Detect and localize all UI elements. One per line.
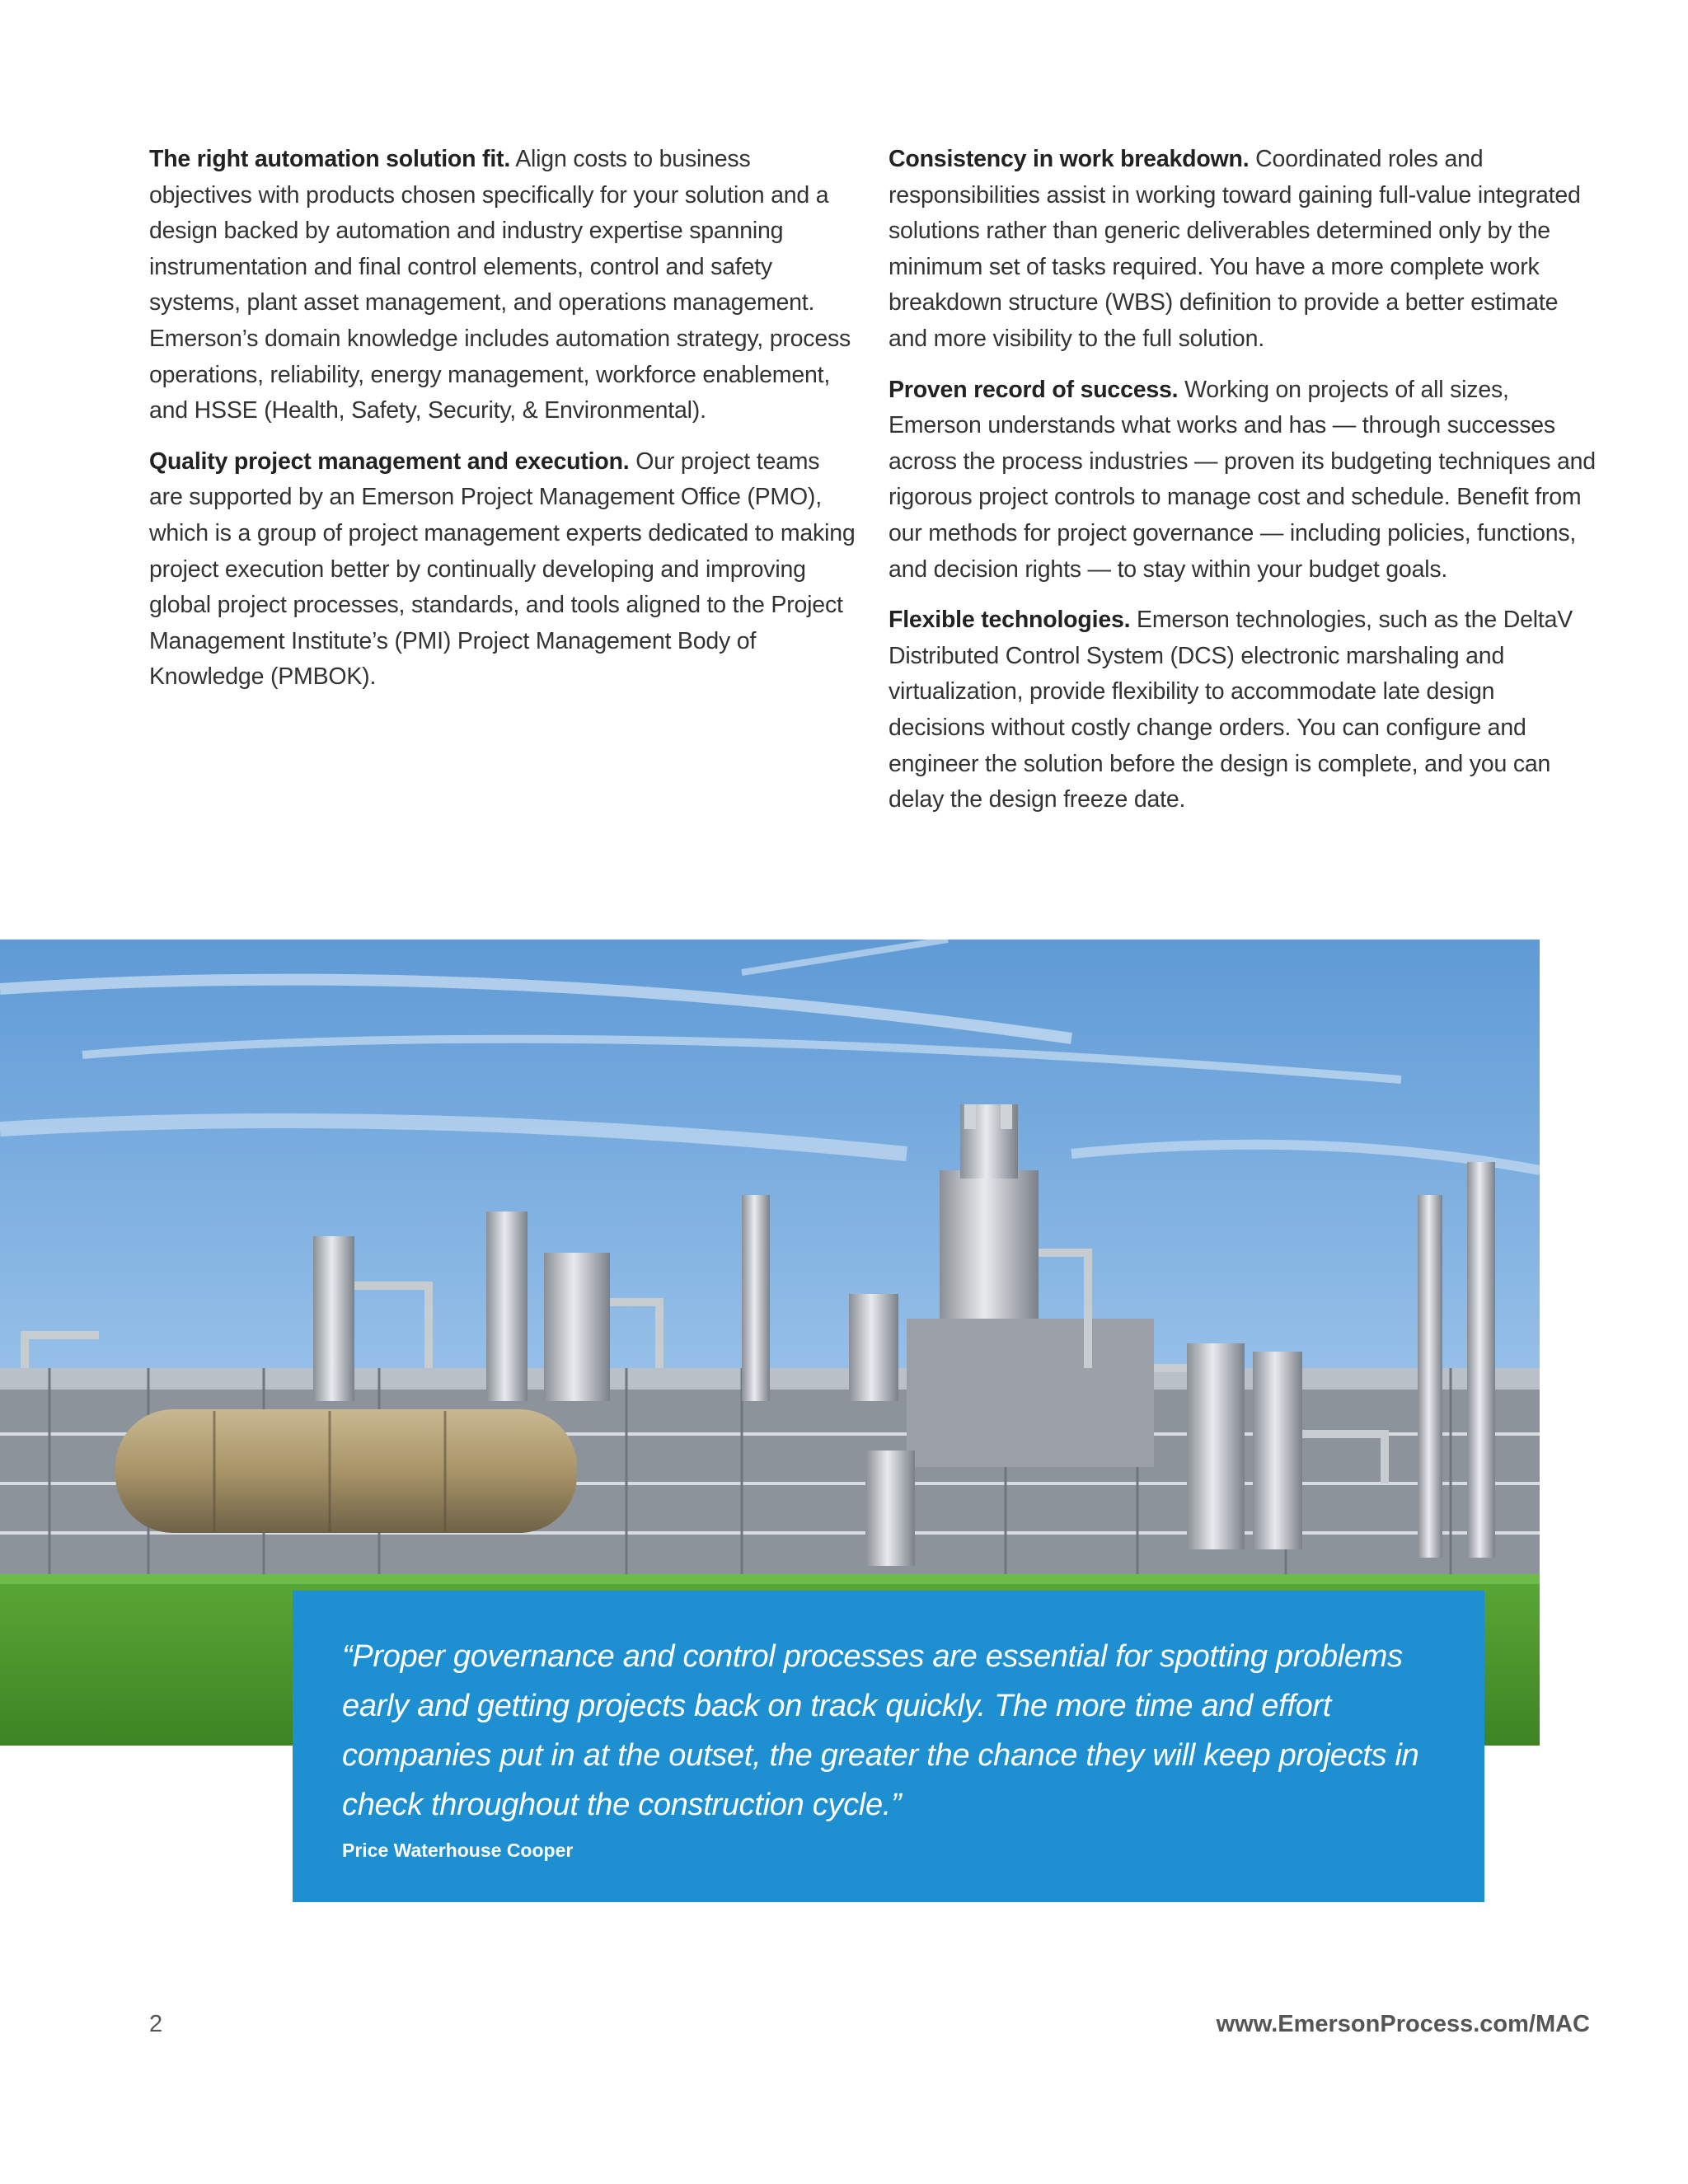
paragraph-heading: Consistency in work breakdown.: [889, 146, 1250, 172]
quote-text: “Proper governance and control processes are essential for spotting problems early and getting projects back on track quickly. The more time and effort companies put in at the outset, the greater the chance they will keep projects in check throughout the construction cycle.”: [342, 1639, 1419, 1822]
paragraph-flexible-technologies: [889, 602, 1597, 818]
paragraph-body: Align costs to business objectives with products chosen specifically for your solution and a design backed by automation and industry expertise spanning instrumentation and final control elements, control and safety systems, plant asset management, and operations management. Emerson’s domain knowledge includes automation strategy, process operations, reliability, energy management, workforce enablement, and HSSE (Health, Safety, Security, & Environmental).: [149, 146, 851, 424]
paragraph-heading: Quality project management and execution.: [149, 448, 630, 475]
paragraph-heading: Flexible technologies.: [889, 607, 1131, 634]
paragraph-body: Working on projects of all sizes, Emerson understands what works and has — through successes across the process industries — proven its budgeting techniques and rigorous project controls to manage cost and schedule. Benefit from our methods for project governance — including policies, functions, and decision rights — to stay within your budget goals.: [889, 376, 1596, 583]
paragraph-heading: The right automation solution fit.: [149, 146, 511, 172]
page-number: 2: [149, 2011, 163, 2037]
paragraph-body: Coordinated roles and responsibilities assist in working toward gaining full-value integrated solutions rather than generic deliverables determined only by the minimum set of tasks required. You have a more complete work breakdown structure (WBS) definition to provide a better estimate and more visibility to the full solution.: [889, 146, 1581, 352]
quote-source: Price Waterhouse Cooper: [342, 1840, 574, 1861]
left-column: [149, 142, 858, 710]
paragraph-body: Emerson technologies, such as the DeltaV Distributed Control System (DCS) electronic marshaling and virtualization, provide flexibility to accommodate late design decisions without costly change orders. You can configure and engineer the solution before the design is complete, and you can delay the design freeze date.: [889, 607, 1573, 813]
paragraph-automation-fit: [149, 142, 858, 429]
footer-url[interactable]: www.EmersonProcess.com/MAC: [1216, 2011, 1590, 2037]
right-column: [889, 142, 1597, 833]
paragraph-work-breakdown: [889, 142, 1597, 358]
paragraph-record-of-success: [889, 373, 1597, 588]
paragraph-project-management: [149, 444, 858, 696]
pull-quote: [293, 1591, 1484, 1902]
paragraph-heading: Proven record of success.: [889, 376, 1179, 403]
paragraph-body: Our project teams are supported by an Emerson Project Management Office (PMO), which is a group of project management experts dedicated to making project execution better by continually developing and improving global project processes, standards, and tools aligned to the Project Management Institute’s (PMI) Project Management Body of Knowledge (PMBOK).: [149, 448, 856, 691]
